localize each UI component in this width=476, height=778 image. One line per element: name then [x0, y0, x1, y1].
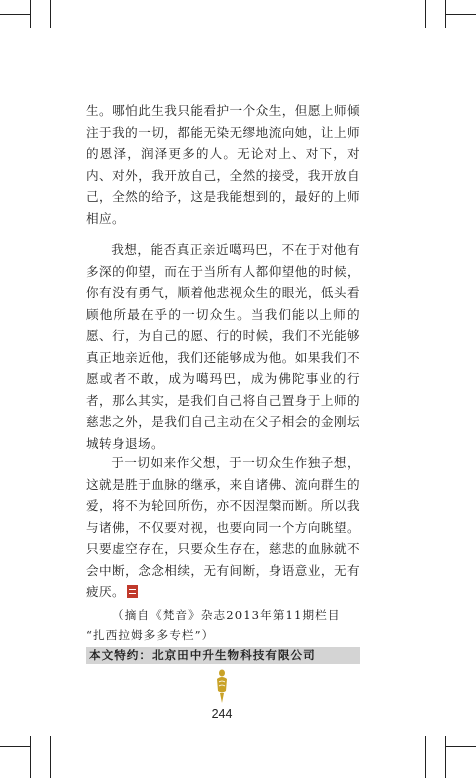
paragraph-2: 我想，能否真正亲近噶玛巴，不在于对他有多深的仰望，而在于当所有人都仰望他的时候，你有没有勇气，顺着他悲视众生的眼光，低头看顾他所最在乎的一切众生。当我们能以上师的愿、行，为自己的愿、行的时候，我们不光能够真正地亲近他，我们还能够成为他。如果我们不愿或者不敢，成为噶玛巴，成为佛陀事业的行者，那么其实，是我们自己将自己置身于上师的慈悲之外，是我们自己主动在父子相会的金刚坛城转身退场。 — [86, 242, 360, 451]
crop-mark — [50, 0, 51, 28]
crop-mark — [425, 0, 426, 28]
source-line-2: “扎西拉姆多多专栏”） — [86, 628, 215, 642]
crop-mark — [446, 14, 476, 15]
crop-mark — [446, 746, 476, 747]
crop-mark — [0, 14, 30, 15]
sponsor-banner: 本文特约：北京田中升生物科技有限公司 — [86, 647, 360, 664]
ornament-icon — [214, 669, 230, 705]
page-number: 244 — [211, 707, 233, 721]
crop-mark — [30, 736, 31, 778]
source-citation — [86, 605, 360, 645]
seal-icon — [127, 585, 138, 598]
crop-mark — [425, 736, 426, 778]
paragraph-3 — [86, 452, 360, 603]
crop-mark — [30, 0, 31, 28]
crop-mark — [0, 746, 30, 747]
paragraph-1: 生。哪怕此生我只能看护一个众生，但愿上师倾注于我的一切，都能无染无缪地流向她，让上师的恩泽，润泽更多的人。无论对上、对下，对内、对外，我开放自己，全然的接受，我开放自己，全然的给予，这是我能想到的，最好的上师相应。 — [86, 103, 360, 226]
crop-mark — [445, 736, 446, 778]
crop-mark — [445, 0, 446, 28]
source-line-1: （摘自《梵音》杂志2013年第11期栏目 — [112, 608, 341, 622]
crop-mark — [50, 736, 51, 778]
paragraph-3-text: 于一切如来作父想，于一切众生作独子想，这就是胜于血脉的继承，来自诸佛、流向群生的爱，将不为轮回所伤，亦不因涅槃而断。所以我与诸佛，不仅要对视，也要向同一个方向眺望。只要虚空存在，只要众生存在，慈悲的血脉就不会中断，念念相续，无有间断，身语意业，无有疲厌。 — [86, 455, 360, 599]
